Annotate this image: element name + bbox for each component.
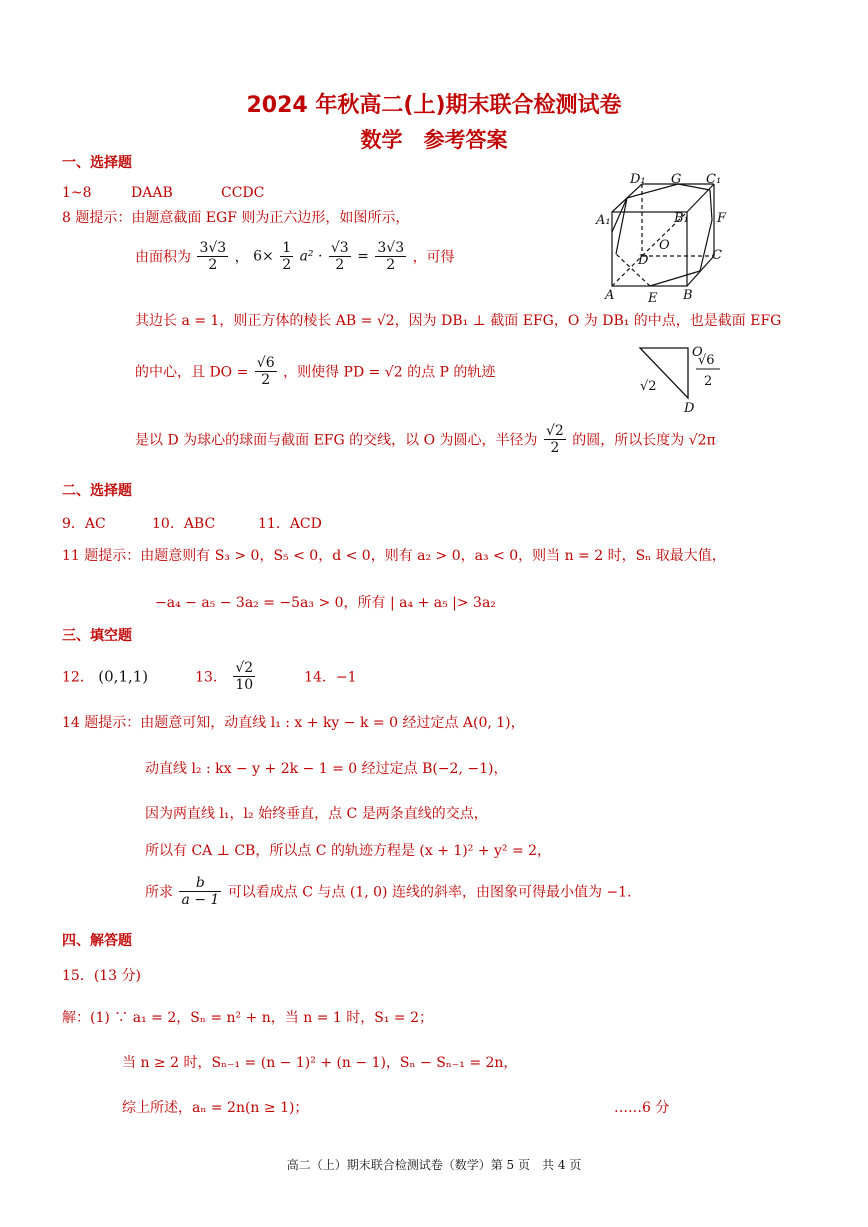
q15-heading: 15．(13 分) [62, 968, 142, 984]
q8-line2: 其边长 a = 1，则正方体的棱长 AB = √2，因为 DB₁ ⊥ 截面 EFG，O 为 DB₁ 的中点，也是截面 EFG [135, 313, 782, 329]
section-heading-multi: 二、选择题 [62, 483, 132, 499]
tri-label-den: 2 [704, 374, 713, 389]
frac-num: √2 [235, 660, 254, 676]
area-prefix: 由面积为 [135, 249, 191, 266]
label-B: B [683, 288, 693, 303]
triangle-figure [632, 340, 732, 418]
a13-fraction [233, 660, 255, 693]
frac-den: 2 [208, 257, 218, 273]
label-C1: C₁ [706, 172, 722, 187]
answer-11: 11．ACD [258, 516, 322, 532]
a14-value: 14．−1 [304, 669, 357, 686]
do-fraction [255, 355, 277, 388]
frac-num: √6 [256, 355, 275, 371]
q14-hint: 14 题提示：由题意可知，动直线 l₁ : x + ky − k = 0 经过定点 A(0, 1)， [62, 715, 525, 731]
q8-hint: 8 题提示：由题意截面 EGF 则为正六边形，如图所示， [62, 210, 410, 226]
q15-line1: 解：(1) ∵ a₁ = 2，Sₙ = n² + n，当 n = 1 时，S₁ = 2； [62, 1010, 433, 1026]
frac-den: 2 [261, 372, 271, 388]
label-D1: D₁ [630, 172, 646, 187]
page-title: 2024 年秋高二(上)期末联合检测试卷 [246, 93, 622, 118]
frac-num: √2 [545, 423, 564, 439]
q15-line3: 综上所述，aₙ = 2n(n ≥ 1)； [122, 1100, 309, 1116]
q15-line2: 当 n ≥ 2 时，Sₙ₋₁ = (n − 1)² + (n − 1)，Sₙ − Sₙ₋₁ = 2n， [122, 1055, 518, 1071]
line5-b: 可以看成点 C 与点 (1, 0) 连线的斜率，由图象可得最小值为 −1. [227, 884, 632, 901]
tri-label-hyp: √2 [640, 379, 657, 394]
root3-fraction [329, 240, 351, 273]
q8-line3 [135, 355, 495, 388]
answer-12-13-14 [62, 660, 357, 693]
frac-num: 1 [282, 240, 292, 256]
a12-value: (0,1,1) [98, 667, 149, 686]
frac-num: √3 [330, 240, 349, 256]
q8-area-line: 由面积为 $\frac{3√3}{2}$ ， 6× $\frac{1}{2}$ a² · $\frac{√3}{2}$ = $\frac{3√3}{2}$ ，可得 [135, 240, 455, 273]
label-A1: A₁ [596, 213, 611, 228]
equals-sign: = [357, 248, 369, 265]
answer-10: 10．ABC [152, 516, 216, 532]
answer-range-1-8: 1~8 [62, 185, 92, 201]
label-A: A [605, 288, 615, 303]
line3-b: ，则使得 PD = √2 的点 P 的轨迹 [283, 364, 496, 381]
frac-num: 3√3 [377, 240, 405, 256]
half-fraction [280, 240, 293, 273]
section-heading-solve: 四、解答题 [62, 933, 132, 949]
line4-b: 的圆，所以长度为 √2π [572, 432, 716, 449]
frac-den: 2 [335, 257, 345, 273]
section-heading-fill: 三、填空题 [62, 628, 132, 644]
frac-den: 2 [386, 257, 396, 273]
line4-a: 是以 D 为球心的球面与截面 EFG 的交线，以 O 为圆心，半径为 [135, 432, 538, 449]
answers-1-4: DAAB [131, 185, 173, 201]
q14-line5 [145, 875, 632, 908]
label-F: F [717, 211, 727, 226]
frac-den: 10 [235, 677, 254, 693]
label-D: D [638, 253, 649, 268]
then-text: ，可得 [412, 249, 455, 266]
label-C: C [712, 248, 722, 263]
q14-line2: 动直线 l₂ : kx − y + 2k − 1 = 0 经过定点 B(−2, −1)， [145, 761, 508, 777]
answer-9: 9．AC [62, 516, 106, 532]
line5-a: 所求 [145, 884, 173, 901]
line3-a: 的中心，且 DO = [135, 364, 249, 381]
page-footer: 高二（上）期末联合检测试卷（数学）第 5 页 共 4 页 [286, 1158, 582, 1172]
tri-label-O: O [692, 345, 703, 360]
cube-figure [592, 172, 742, 307]
tri-label-D: D [684, 401, 695, 416]
page-subtitle: 数学 参考答案 [360, 128, 508, 152]
section-heading-choice: 一、选择题 [62, 155, 132, 171]
label-B1: B₁ [674, 211, 689, 226]
tri-label-num: √6 [698, 353, 715, 368]
frac-num: 3√3 [199, 240, 227, 256]
area-fraction [197, 240, 228, 273]
a-squared: a² · [299, 248, 323, 265]
a12-label: 12． [62, 669, 94, 686]
answers-5-8: CCDC [221, 185, 265, 201]
q8-line4 [135, 423, 716, 456]
label-O: O [659, 238, 670, 253]
radius-fraction [544, 423, 566, 456]
q11-line2: −a₄ − a₅ − 3a₂ = −5a₃ > 0，所有 | a₄ + a₅ |> 3a₂ [155, 595, 496, 611]
q14-line3: 因为两直线 l₁，l₂ 始终垂直，点 C 是两条直线的交点， [145, 806, 488, 822]
q11-hint: 11 题提示：由题意则有 S₃ > 0，S₅ < 0，d < 0，则有 a₂ > 0，a₃ < 0，则当 n = 2 时，Sₙ 取最大值， [62, 548, 726, 564]
frac-den: 2 [550, 440, 560, 456]
q14-line4: 所以有 CA ⊥ CB，所以点 C 的轨迹方程是 (x + 1)² + y² = 2， [145, 843, 552, 859]
a13-label: 13． [195, 669, 227, 686]
area-six-times: 6× [253, 248, 274, 265]
slope-fraction [179, 875, 221, 908]
frac-den: 2 [282, 257, 292, 273]
label-E: E [648, 291, 658, 306]
frac-den: a − 1 [181, 892, 220, 908]
result-fraction [375, 240, 406, 273]
label-G: G [671, 172, 682, 187]
q15-score: ……6 分 [614, 1100, 670, 1116]
frac-num: b [179, 875, 221, 892]
